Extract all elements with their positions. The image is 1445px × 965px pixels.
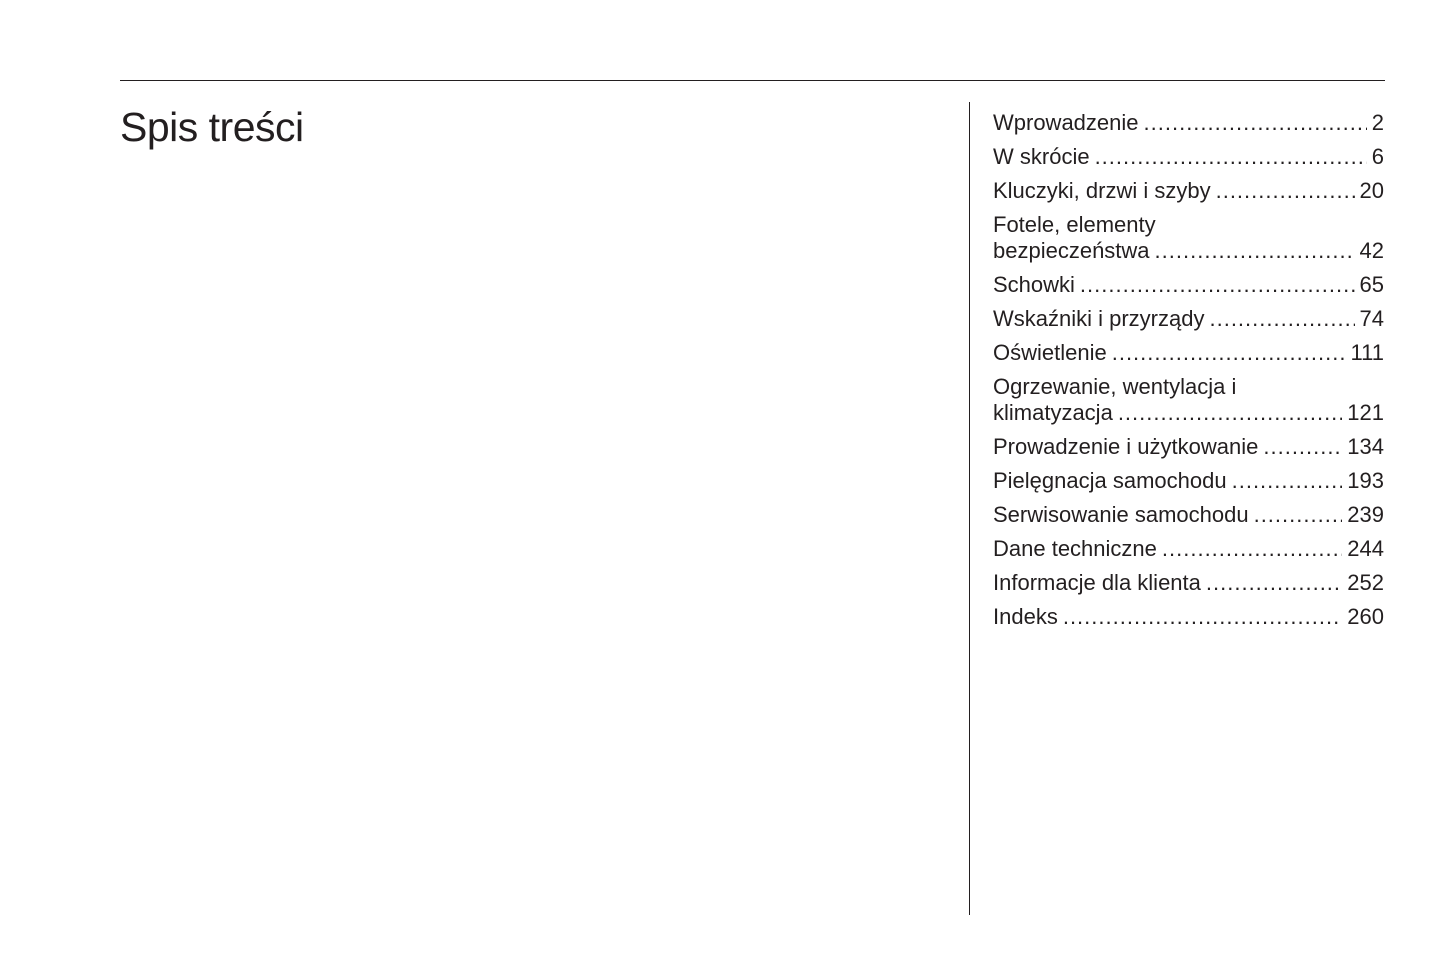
- toc-entry-label-first-line: Ogrzewanie, wentylacja i: [993, 374, 1237, 399]
- toc-entry-label-first-line: Fotele, elementy: [993, 212, 1156, 237]
- toc-dot-leader: [1254, 502, 1343, 528]
- toc-entry-label: Pielęgnacja samochodu: [993, 468, 1227, 493]
- toc-dot-leader: [1209, 306, 1354, 332]
- toc-dot-leader: [1095, 144, 1367, 170]
- toc-entry-ogrzewanie[interactable]: [993, 374, 1384, 426]
- toc-entry-dane-techniczne[interactable]: [993, 536, 1384, 562]
- toc-entry-wskazniki[interactable]: [993, 306, 1384, 332]
- toc-entry-page: 260: [1347, 604, 1384, 629]
- toc-entry-page: 121: [1347, 400, 1384, 425]
- top-rule: [120, 80, 1385, 81]
- toc-dot-leader: [1206, 570, 1342, 596]
- toc-entry-page: 239: [1347, 502, 1384, 527]
- toc-entry-serwisowanie[interactable]: [993, 502, 1384, 528]
- toc-dot-leader: [1216, 178, 1355, 204]
- toc-entry-schowki[interactable]: [993, 272, 1384, 298]
- toc-entry-w-skrocie[interactable]: [993, 144, 1384, 170]
- toc-entry-page: 42: [1359, 238, 1384, 263]
- toc-entry-pielegnacja[interactable]: [993, 468, 1384, 494]
- toc-entry-label: Kluczyki, drzwi i szyby: [993, 178, 1211, 203]
- toc-entry-page: 74: [1359, 306, 1384, 331]
- toc-dot-leader: [1112, 340, 1346, 366]
- toc-entry-label: W skrócie: [993, 144, 1090, 169]
- toc-entry-label: Prowadzenie i użytkowanie: [993, 434, 1259, 459]
- toc-entry-label: Wprowadzenie: [993, 110, 1139, 135]
- toc-entry-label: Schowki: [993, 272, 1075, 297]
- toc-dot-leader: [1263, 434, 1342, 460]
- toc-entry-label: Indeks: [993, 604, 1058, 629]
- toc-entry-page: 6: [1371, 144, 1384, 169]
- toc-entry-label: Wskaźniki i przyrządy: [993, 306, 1205, 331]
- toc-entry-indeks[interactable]: [993, 604, 1384, 630]
- toc-entry-kluczyki[interactable]: [993, 178, 1384, 204]
- toc-entry-prowadzenie[interactable]: [993, 434, 1384, 460]
- toc-entry-label: Dane techniczne: [993, 536, 1157, 561]
- toc-entry-page: 193: [1347, 468, 1384, 493]
- toc-entry-label: Informacje dla klienta: [993, 570, 1201, 595]
- toc-dot-leader: [1118, 400, 1342, 426]
- toc-entry-page: 134: [1347, 434, 1384, 459]
- toc-dot-leader: [1144, 110, 1367, 136]
- toc-entry-page: 252: [1347, 570, 1384, 595]
- toc-entry-label: Oświetlenie: [993, 340, 1107, 365]
- toc-entry-fotele[interactable]: [993, 212, 1384, 264]
- toc-dot-leader: [1155, 238, 1355, 264]
- toc-dot-leader: [1080, 272, 1355, 298]
- toc-dot-leader: [1063, 604, 1342, 630]
- page-title: Spis treści: [120, 104, 304, 150]
- toc-entry-oswietlenie[interactable]: [993, 340, 1384, 366]
- toc-entry-label: Serwisowanie samochodu: [993, 502, 1249, 527]
- toc-dot-leader: [1162, 536, 1342, 562]
- toc-entry-page: 111: [1350, 340, 1384, 365]
- toc-entry-page: 65: [1359, 272, 1384, 297]
- toc-entry-page: 244: [1347, 536, 1384, 561]
- column-divider: [969, 102, 970, 915]
- toc-dot-leader: [1232, 468, 1343, 494]
- toc-entry-informacje[interactable]: [993, 570, 1384, 596]
- toc-entry-label: klimatyzacja: [993, 400, 1113, 425]
- table-of-contents: [993, 110, 1384, 638]
- toc-entry-page: 20: [1359, 178, 1384, 203]
- toc-entry-label: bezpieczeństwa: [993, 238, 1150, 263]
- toc-entry-page: 2: [1371, 110, 1384, 135]
- toc-entry-wprowadzenie[interactable]: [993, 110, 1384, 136]
